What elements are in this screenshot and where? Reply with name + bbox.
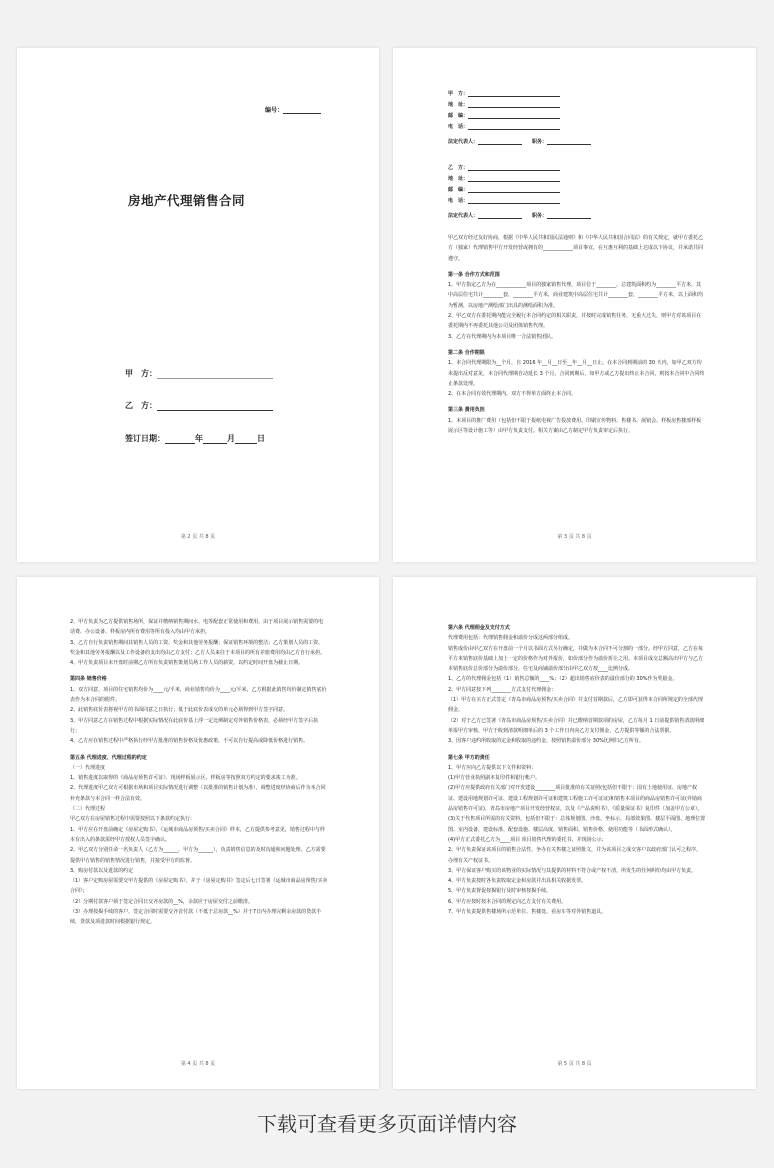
page-body-text	[448, 233, 706, 436]
contract-title: 房地产代理销售合同	[128, 193, 246, 208]
party-field-blank	[468, 181, 560, 182]
contract-number	[265, 105, 321, 114]
party-field-blank	[468, 96, 560, 97]
paragraph: 2、甲方负责保证该项目的销售合法性，争办有关售楼之证照批文，并为该项目之成交客户以政府部门认可之程序，办理有关产权证书。	[448, 847, 702, 864]
month-label: 月	[227, 434, 235, 443]
contract-number-label: 编号：	[265, 107, 284, 114]
paragraph: （二）代理过程	[70, 806, 106, 813]
position-blank	[547, 218, 591, 219]
paragraph: 1、销售进度以取得的《商品房预售许可证》、现场样板展示区、样板房等按照双方约定的要求竣工为准。	[70, 775, 301, 782]
paragraph: 3、乙方在代理期内为本项目唯一合法销售团队。	[448, 333, 557, 340]
year-label: 年	[195, 434, 203, 443]
paragraph: (2)甲方应提供政府有关部门对开发建设________项目批准的有关证照(包括但不限于：国有土地使用证、房地产权证、建设用地规划许可证、建设工程规划许可证和建筑工程施工许可证证)和销售本项目的商品房销售许可证(外销商品房销售许可证)，青岛市房地产项目开发经营权证，以及《产品说明书》、《质量保证书》复印件（加盖甲方公章）。	[448, 785, 703, 813]
paragraph: 4、乙方应在销售过程中严格执行经甲方批准的销售价格及优惠政策，不可以自行提高或降低价格进行销售。	[70, 738, 309, 745]
representative-label: 法定代表人：	[448, 139, 479, 145]
representative-label: 法定代表人：	[448, 213, 479, 219]
paragraph: 1、乙方的代理佣金包括（1）销售总额的____%；（2）超出销售底价表的溢价部分的 30%作为奖励金。	[448, 676, 678, 683]
paragraph: 代理费用包括：代理销售佣金和溢价分成这两部分组成。	[448, 635, 574, 642]
contract-page-2	[393, 48, 756, 562]
position-label: 职务：	[532, 139, 548, 145]
page-body-text	[448, 617, 706, 917]
position-label: 职务：	[532, 213, 548, 219]
section-heading: 第六条 代理佣金及支付方式	[448, 625, 510, 631]
paragraph: 3、因客户违约所收取的定金和收取的违约金，按照销售溢价部分 30%比例归乙方所有。	[448, 738, 644, 745]
representative-row	[448, 138, 591, 145]
paragraph: 1、甲方指定乙方为在____________项目的独家销售代理，项目位于________，总建筑面积约为________平方米，其中高层住宅共计________套，________平方米，商业建筑中高层住宅共计________套，________平方米，以上面积均为暂测，以房地产测绘部门出具的测绘面积为准。	[448, 282, 704, 309]
party-field-label: 乙 方：	[448, 165, 469, 171]
paragraph: （一）代理进度	[70, 764, 106, 771]
contract-cover-page	[17, 48, 379, 562]
representative-blank	[478, 218, 522, 219]
paragraph: 2、此销售底价表将视甲方的书面同意之日执行；低于此底价表成交的单元必须得到甲方签字同意。	[70, 707, 289, 714]
party-a-blank	[157, 378, 273, 379]
paragraph: 5、甲方负责督促按揭银行及时审核按揭手续。	[448, 888, 552, 895]
section-heading: 第二条 合作期限	[448, 349, 485, 356]
paragraph: 销售成价由甲乙双方在开盘前一个月以书面方式另行确定，并做为本合同不可分割的一部分。经甲方同意，乙方在每平方米销售底价基础上加上一定的价格作为对外报价，如价部分作为溢价折让之用。本项目成交总额高出甲方与乙方本销售底价总价部分为溢价部分，住宅及商铺溢价部分由甲乙双方按____比例分成。	[448, 645, 704, 673]
representative-blank	[478, 144, 522, 145]
party-field-row	[448, 186, 560, 193]
page-number: 第 4 页 共 8 页	[180, 1061, 216, 1067]
party-field-blank	[468, 129, 560, 130]
party-b-label: 乙 方：	[125, 401, 157, 410]
paragraph: 甲乙双方经过友好协商，根据《中华人民共和国民法通则》和《中华人民共和国合同法》的有关规定，就甲方委托乙方（独家）代理销售甲方开发经营或拥有的____________项目事宜，在互惠互利的基础上达成以下协议，并承诺共同遵守。	[448, 235, 704, 262]
party-field-label: 邮 编：	[448, 187, 469, 193]
paragraph: 3、甲方同意乙方在销售过程中根据实际情况在此底价基上浮一定比例制定对外销售价格表，必须经甲方签字后执行；	[70, 717, 319, 734]
paragraph: 2、甲方负责为乙方提供销售场所，保证并缴纳销售期间水、电等配套正常使用和费用。由于项目展示销售需要的电话费、办公设备、样板房内所有费用等所有投入均由甲方承担。	[70, 619, 324, 636]
paragraph: (3)关于代售项目所需的有关资料，包括但不限于：总体规划图、沙盘、坐标示、局部效果图、楼层平面图、地理位置图、室内设备、建设标准、配套设施、楼层高度、销售面积、销售价格、使用功能等（书面形式确认）。	[448, 816, 706, 833]
party-field-blank	[468, 170, 560, 171]
paragraph: (1)甲方营业执照副本复印件和银行帐户。	[448, 775, 541, 782]
party-a-label: 甲 方：	[125, 369, 157, 378]
paragraph: 4、甲方负责项目未开盘时前期乙方所有负责销售策划员场工作人员的薪资，以约定时间开盘为截止日期。	[70, 660, 304, 667]
paragraph: 3、甲方保证客户购买的该物业的实际情况与其提供的材料不符合或产权不清，所发生的任何纠纷均由甲方负责。	[448, 867, 697, 874]
party-field-row	[448, 175, 560, 182]
section-heading: 第三条 费用负担	[448, 407, 485, 414]
page-number: 第 5 页 共 8 页	[557, 1061, 592, 1067]
paragraph: （3）办理按揭手续的客户，签定合同时需要交齐首付款（不低于总房款__%）并于7日内办理完剩余房款的贷款手续，贷款及项进款时间根据银行规定。	[70, 909, 322, 926]
paragraph: 7、甲方负责提供售楼场所示范单位、售楼处、看房车等对外销售道具。	[448, 909, 607, 916]
page-number: 第 2 页 共 8 页	[180, 534, 216, 540]
section-heading: 第四条 销售价格	[70, 676, 107, 683]
party-field-blank	[468, 192, 560, 193]
paragraph: 2、代理进度甲乙双方可根据市场和项目实际情况进行调整（以批准的销售计划为准），调整进度经协商后作为本合同补充条款与本合同一样合法有效。	[70, 785, 326, 802]
paragraph: （2）分期付款客户须于签定合同日交齐房款的__%，余款应于房屋交付之前缴清。	[70, 898, 253, 905]
paragraph: 1、本项目的推广费用（包括但不限于报纸电视广告投放费用、印刷宣传物料、售楼书、展销会、样板房售楼部样板展示区等设计施工等）由甲方负责支付。相关方案由乙方制定甲方负责审定后执行。	[448, 417, 702, 435]
party-field-row	[448, 164, 560, 171]
party-field-row	[448, 101, 560, 108]
page-body-text	[70, 617, 328, 928]
paragraph: （1）甲方在买方正式签定《青岛市商品房预售/买卖合同》并支付首期款后，乙方即可获得本合同所规定的全部代理佣金。	[448, 697, 703, 714]
paragraph: (4)甲方正式委托乙方为____项目 项目销售代理的委托书，并现场公示；	[448, 836, 607, 843]
sign-date-line	[125, 433, 265, 444]
party-b-line	[125, 400, 273, 411]
party-field-label: 邮 编：	[448, 113, 469, 119]
party-field-row	[448, 112, 560, 119]
paragraph: 1、双方同意，项目的住宅销售均价为____元/平米，商业销售均价为____元/平米，乙方根据此销售均价制定销售底价表作为本合同的附件。	[70, 686, 327, 704]
sign-date-label: 签订日期：	[125, 434, 165, 443]
party-field-blank	[468, 118, 560, 119]
download-more-caption: 下载可查看更多页面详情内容	[257, 1112, 517, 1136]
page-number: 第 3 页 共 8 页	[557, 534, 592, 540]
representative-row	[448, 212, 591, 219]
paragraph: 2、甲方同意按下列________方式支付代理佣金：	[448, 686, 557, 693]
contract-number-blank	[283, 113, 321, 114]
party-b-blank	[157, 410, 273, 411]
party-field-label: 地 址：	[448, 102, 469, 108]
party-a-line	[125, 368, 273, 379]
paragraph: 3、购房付款以及进款的约定	[70, 867, 134, 874]
party-field-blank	[468, 203, 560, 204]
paragraph: 2、甲乙双方在委托期内能完全履行本合同约定的相关职责，并按时完成销售任务，无重大过失，则甲方对该项目在委托期内不再委托其他公司及团体销售代理。	[448, 313, 702, 330]
section-heading: 第五条 代理进度、代理过程的约定	[70, 754, 147, 761]
contract-page-4	[393, 577, 756, 1089]
section-heading: 第七条 甲方的责任	[448, 754, 490, 761]
paragraph: 3、乙方自行负责销售期间其销售人员的工资、奖金和其他劳务报酬；保证销售环境的整洁；乙方策划人员的工资、奖金和其他劳务报酬以及工作设备的支出均由乙方支付；乙方人员来往于本项目的所有差旅费用均由乙方自行承担。	[70, 639, 326, 656]
paragraph: 1、本合同代理期限为__个月，自 2016 年__月__日至__年__月__日止。在本合同到期前的 30 天内，如甲乙双方均未提出反对意见，本合同代理期自动延长 3 个月。合同到期后，如甲方或乙方提出终止本合同，则按本合同中合同终止条款处理。	[448, 360, 705, 387]
party-field-row	[448, 197, 560, 204]
party-field-row	[448, 123, 560, 130]
party-field-label: 地 址：	[448, 176, 469, 182]
paragraph: 6、甲方应按时按本合同的规定向乙方支付有关费用。	[448, 898, 567, 905]
paragraph: 甲乙双方在房屋销售过程中需要按照以下条款约定执行：	[70, 816, 196, 823]
day-label: 日	[257, 434, 265, 443]
contract-page-3	[17, 577, 379, 1089]
party-field-label: 甲 方：	[448, 91, 469, 97]
party-field-label: 电 话：	[448, 198, 469, 204]
paragraph: （2）对于乙方已签署《青岛市商品房预售/买卖合同》并已缴纳首期款项的房屋，乙方每月 1 日前提供销售清款明细单报甲方审核，甲方于收到清款明细单后的 3 个工作日内向乙方支付佣金，乙方提供等额的合法票据。	[448, 717, 705, 734]
paragraph: （1）客户定购房屋需要交甲方提供的《房屋定购书》，并于《房屋定购书》签定后七日签署《运城市商品房预售/买卖合同》；	[70, 878, 328, 895]
paragraph: 1、甲方应在开盘前确定《房屋定购书》、《运城市商品房预售/买卖合同》样本，乙方提供参考意见，销售过程中与样本有出入的条款需经甲方授权人员签字确认。	[70, 826, 325, 843]
party-field-blank	[468, 107, 560, 108]
paragraph: 4、甲方负责按时各负责收取定金和房款并出具相关收据发票。	[448, 878, 587, 885]
paragraph: 2、甲乙双方分别任命一名负责人（乙方为______，甲方为______），负责销售信息的及时沟通和问题处理。乙方需要提供甲方销售的销售情况进行销售，并接受甲方的监督。	[70, 847, 326, 864]
position-blank	[547, 144, 591, 145]
party-field-row	[448, 90, 560, 97]
party-field-label: 电 话：	[448, 124, 469, 130]
section-heading: 第一条 合作方式和范围	[448, 271, 500, 278]
paragraph: 1、甲方应向乙方提供以下文件和资料：	[448, 764, 537, 771]
paragraph: 2、在本合同有效代理期内，双方不得单方面终止本合同。	[448, 391, 577, 398]
